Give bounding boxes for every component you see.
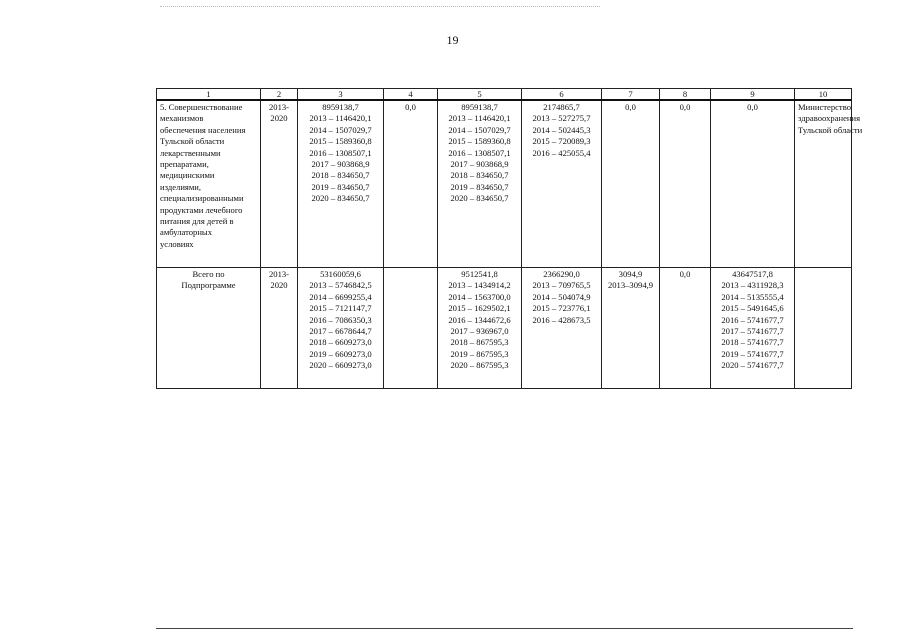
cell-line: 2018 – 867595,3 [450,337,509,348]
cell-line: 2014 – 1507029,7 [309,124,372,135]
col-header-1: 1 [157,89,261,101]
cell-line: Тульской области [160,136,225,147]
col9-funding-cell [711,100,795,268]
total-funding-cell [298,268,384,389]
cell-line: 2017 – 936967,0 [450,326,509,337]
cell-line: 8959138,7 [461,102,498,112]
cell-line: специализированными [160,193,244,204]
cell-line: 2013- [268,269,290,279]
cell-line: 0,0 [747,102,758,112]
cell-line: Тульской области [798,124,863,135]
cell-line: 2015 – 1589360,8 [309,136,372,147]
cell-line: 2016 – 425055,4 [532,147,591,158]
cell-line: 2013 – 1146420,1 [309,113,372,124]
cell-line: 2174865,7 [543,102,580,112]
cell-line: 2015 – 7121147,7 [309,303,372,314]
cell-line: 2018 – 834650,7 [450,170,509,181]
cell-line: 2013 – 5746842,5 [309,280,372,291]
col6-funding-cell [522,100,602,268]
column-number-row [157,89,852,101]
col-header-9: 9 [711,89,795,101]
cell-line: 2020 – 867595,3 [450,360,509,371]
period-cell [261,268,298,389]
cell-line: 2017 – 903868,9 [450,159,509,170]
cell-line: продуктами лечебного [160,204,243,215]
total-funding-cell [298,100,384,268]
col7-funding-cell [602,268,660,389]
col-header-8: 8 [660,89,711,101]
cell-line: 2366290,0 [543,269,580,279]
cell-line: 2019 – 834650,7 [450,181,509,192]
cell-line: 2015 – 1589360,8 [448,136,511,147]
cell-line: 53160059,6 [320,269,361,279]
col-header-3: 3 [298,89,384,101]
cell-line: 2014 – 6699255,4 [309,291,372,302]
cell-line: 2019 – 6609273,0 [309,348,372,359]
table-row [157,100,852,268]
cell-line: 2013 – 709765,5 [532,280,591,291]
cell-line: 2015 – 5491645,6 [721,303,784,314]
cell-line: 2019 – 834650,7 [311,181,370,192]
responsible-executor-cell [795,268,852,389]
cell-line: 2020 [270,280,288,291]
cell-line: 2013- [268,102,290,112]
funding-table [156,88,863,389]
cell-line: 0,0 [625,102,636,112]
page-number: 19 [446,33,459,47]
cell-line: механизмов [160,113,204,124]
cell-line: 2018 – 834650,7 [311,170,370,181]
cell-line: 2016 – 1344672,6 [448,314,511,325]
table-row [157,268,852,389]
col8-funding-cell [660,268,711,389]
cell-line: 2013–3094,9 [607,280,654,291]
cell-line: 2013 – 527275,7 [532,113,591,124]
cell-line: Министерство [798,102,851,112]
regional-budget-cell [438,268,522,389]
cell-line: 0,0 [679,102,691,112]
col-header-5: 5 [438,89,522,101]
col7-funding-cell [602,100,660,268]
cell-line: 2020 [270,113,288,124]
cell-line: 8959138,7 [322,102,359,112]
cell-line: лекарственными [160,147,221,158]
cell-line: медицинскими [160,170,215,181]
cell-line: Подпрограмме [181,280,236,291]
cell-line: амбулаторных [160,227,213,238]
cell-line: 2020 – 6609273,0 [309,360,372,371]
cell-line: 2013 – 1146420,1 [448,113,511,124]
col8-funding-cell [660,100,711,268]
measure-name-cell [157,100,261,268]
cell-line: препаратами, [160,159,209,170]
cell-line: 43647517,8 [732,269,773,279]
cell-line: 2019 – 5741677,7 [721,348,784,359]
cell-line: 2016 – 5741677,7 [721,314,784,325]
col-header-10: 10 [795,89,852,101]
cell-line: 2016 – 1308507,1 [448,147,511,158]
cell-line: 5. Совершенствование [160,102,243,112]
measure-name-cell [157,268,261,389]
cell-line: 2014 – 5135555,4 [721,291,784,302]
cell-line: изделиями, [160,181,202,192]
cell-line: 2017 – 5741677,7 [721,326,784,337]
cell-line: условиях [160,238,194,249]
col-header-7: 7 [602,89,660,101]
cell-line: Всего по [192,269,225,279]
cell-line: 2013 – 4311928,3 [721,280,784,291]
responsible-executor-cell [795,100,863,268]
cell-line: 2014 – 1507029,7 [448,124,511,135]
cell-line: обеспечения населения [160,124,246,135]
federal-budget-cell [384,268,438,389]
cell-line: 2016 – 7086350,3 [309,314,372,325]
cell-line: здравоохранения [798,113,861,124]
col-header-4: 4 [384,89,438,101]
cell-line: 2014 – 1563700,0 [448,291,511,302]
cell-line: 2014 – 504074,9 [532,291,591,302]
cell-line: 2018 – 5741677,7 [721,337,784,348]
col-header-2: 2 [261,89,298,101]
bottom-rule [156,628,853,629]
cell-line: 0,0 [405,102,416,112]
cell-line: 2015 – 1629502,1 [448,303,511,314]
regional-budget-cell [438,100,522,268]
cell-line: 0,0 [679,269,691,279]
cell-line: 9512541,8 [461,269,498,279]
col-header-6: 6 [522,89,602,101]
cell-line: 2019 – 867595,3 [450,348,509,359]
cell-line: 2015 – 723776,1 [532,303,591,314]
cell-line: 2016 – 1308507,1 [309,147,372,158]
cell-line: 2017 – 903868,9 [311,159,370,170]
cell-line: 2020 – 834650,7 [311,193,370,204]
cell-line: 2013 – 1434914,2 [448,280,511,291]
period-cell [261,100,298,268]
federal-budget-cell [384,100,438,268]
cell-line: питания для детей в [160,216,234,227]
cell-line: 2020 – 5741677,7 [721,360,784,371]
cell-line: 2015 – 720089,3 [532,136,591,147]
cell-line: 2017 – 6678644,7 [309,326,372,337]
scan-artifact-line [160,6,600,7]
cell-line: 2020 – 834650,7 [450,193,509,204]
cell-line: 3094,9 [618,269,643,279]
col6-funding-cell [522,268,602,389]
cell-line: 2014 – 502445,3 [532,124,591,135]
col9-funding-cell [711,268,795,389]
cell-line: 2018 – 6609273,0 [309,337,372,348]
cell-line: 2016 – 428673,5 [532,314,591,325]
